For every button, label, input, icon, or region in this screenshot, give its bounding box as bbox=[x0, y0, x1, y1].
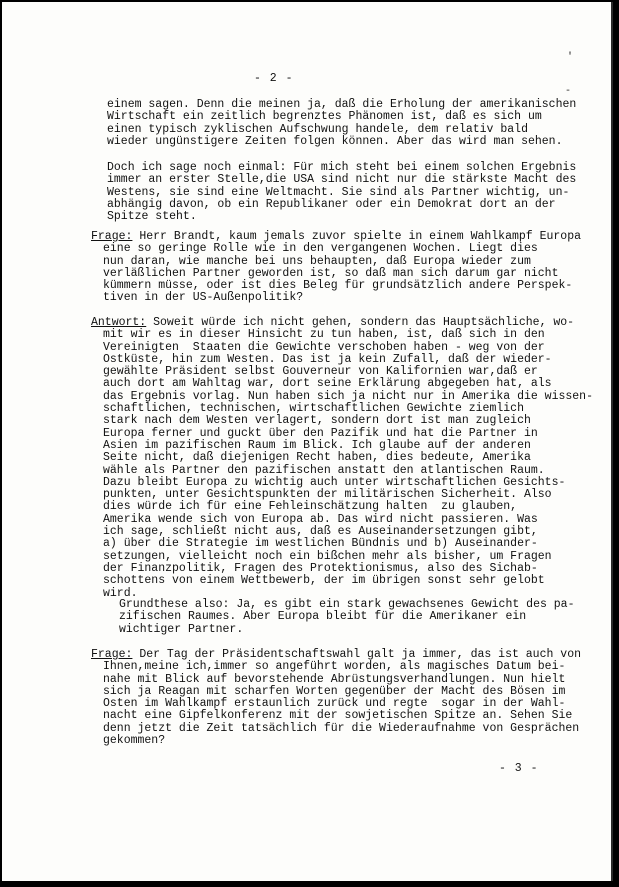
line-text: immer an erster Stelle,die USA sind nicht nur die stärkste Macht des bbox=[107, 173, 577, 187]
line-text: nacht eine Gipfelkonferenz mit der sowjetischen Spitze an. Sehen Sie bbox=[103, 709, 573, 723]
paragraph-usa-world-power bbox=[107, 162, 576, 223]
line-text: verläßlichen Partner geworden ist, so daß man sich darum gar nicht bbox=[103, 266, 559, 280]
speaker-label: Antwort: bbox=[91, 316, 147, 329]
paragraph-grundthese bbox=[119, 599, 574, 636]
line-text: einen typisch zyklischen Aufschwung handele, dem relativ bald bbox=[107, 122, 528, 136]
line-text: eine so geringe Rolle wie in den vergangenen Wochen. Liegt dies bbox=[103, 242, 538, 256]
line-text: stark nach dem Westen verlagert, sondern dort ist man zugleich bbox=[103, 414, 531, 428]
line-text: tiven in der US-Außenpolitik? bbox=[103, 291, 304, 305]
line-text: kümmern müsse, oder ist dies Beleg für grundsätzlich andere Perspek- bbox=[103, 279, 573, 293]
line-text: wähle als Partner den pazifischen anstatt den atlantischen Raum. bbox=[103, 463, 545, 477]
line-text: gekommen? bbox=[103, 734, 166, 748]
line-text: mit wir es in dieser Hinsicht zu tun haben, ist, daß sich in den bbox=[103, 328, 545, 342]
line-text: nun daran, wie manche bei uns behaupten, daß Europa wieder zum bbox=[103, 254, 531, 268]
line-text: nahe mit Blick auf bevorstehende Abrüstungsverhandlungen. Nun hielt bbox=[103, 672, 566, 686]
question-election-day bbox=[91, 649, 581, 747]
line-text: Der Tag der Präsidentschaftswahl galt ja immer, das ist auch von bbox=[132, 648, 581, 661]
line-text: schottens von einem Wettbewerb, der im übrigen sonst sehr gelobt bbox=[103, 574, 545, 588]
line-text: Grundthese also: Ja, es gibt ein stark gewachsenes Gewicht des pa- bbox=[119, 598, 575, 611]
line-text: setzungen, vielleicht noch ein bißchen mehr als bisher, um Fragen bbox=[103, 549, 552, 563]
line-text: gewählte Präsident selbst Gouverneur von Kalifornien war,daß er bbox=[103, 365, 538, 379]
line-text: der Finanzpolitik, Fragen des Protektionismus, also des Sichab- bbox=[103, 561, 538, 575]
line-text: Europa ferner und guckt über den Pazifik und hat die Partner in bbox=[103, 426, 538, 440]
line-text: wichtiger Partner. bbox=[119, 622, 244, 636]
document-page bbox=[2, 2, 613, 881]
next-page-marker: - 3 - bbox=[499, 762, 539, 775]
text-line bbox=[107, 136, 576, 148]
line-text: Westens, sie sind eine Weltmacht. Sie sind als Partner wichtig, un- bbox=[107, 185, 570, 199]
page-number: - 2 - bbox=[254, 72, 294, 85]
line-text: Asien im pazifischen Raum im Blick. Ich glaube auf der anderen bbox=[103, 438, 531, 452]
line-text: Soweit würde ich nicht gehen, sondern das Hauptsächliche, wo- bbox=[146, 316, 575, 329]
text-line bbox=[91, 292, 581, 304]
line-text: Seite nicht, daß diejenigen Recht haben, dies bedeute, Amerika bbox=[103, 451, 531, 465]
line-text: punkten, unter Gesichtspunkten der militärischen Sicherheit. Also bbox=[103, 488, 552, 502]
line-text: Amerika wende sich von Europa ab. Das wird nicht passieren. Was bbox=[103, 512, 538, 526]
corner-mark: ' bbox=[566, 52, 573, 63]
question-europe bbox=[91, 231, 581, 305]
line-text: Doch ich sage noch einmal: Für mich steht bei einem solchen Ergebnis bbox=[107, 161, 577, 174]
text-line bbox=[91, 575, 593, 587]
line-text: einem sagen. Denn die meinen ja, daß die Erholung der amerikanischen bbox=[107, 98, 577, 111]
line-text: Spitze steht. bbox=[107, 210, 197, 224]
line-text: Wirtschaft ein zeitlich begrenztes Phänomen ist, daß es sich um bbox=[107, 110, 542, 124]
line-text: a) über die Strategie im westlichen Bündnis und b) Auseinander- bbox=[103, 537, 538, 551]
line-text: Osten im Wahlkampf erstaunlich zurück und regte sogar in der Wahl- bbox=[103, 697, 566, 711]
line-text: Ostküste, hin zum Westen. Das ist ja kein Zufall, daß der wieder- bbox=[103, 352, 552, 366]
speaker-label: Frage: bbox=[91, 230, 133, 243]
edge-mark: - bbox=[564, 86, 571, 97]
line-text: wird. bbox=[103, 586, 138, 600]
line-text: ich sage, schließt nicht aus, daß es Auseinandersetzungen gibt, bbox=[103, 525, 538, 539]
line-text: schaftlichen, technischen, wirtschaftlichen Gewichte ziemlich bbox=[103, 402, 524, 416]
line-text: Dazu bleibt Europa zu wichtig auch unter wirtschaftlichen Gesichts- bbox=[103, 475, 566, 489]
paragraph-economy bbox=[107, 99, 576, 148]
answer-west-shift bbox=[91, 317, 593, 600]
line-text: denn jetzt die Zeit tatsächlich für die Wiederaufnahme von Gesprächen bbox=[103, 721, 580, 735]
text-line bbox=[107, 211, 576, 223]
text-line bbox=[119, 624, 574, 636]
line-text: auch dort am Wahltag war, dort seine Erklärung abgegeben hat, als bbox=[103, 377, 552, 391]
text-line bbox=[91, 735, 581, 747]
line-text: dies würde ich für eine Fehleinschätzung halten zu glauben, bbox=[103, 500, 518, 514]
line-text: das Ergebnis vorlag. Nun haben sich ja nicht nur in Amerika die wissen- bbox=[103, 389, 593, 403]
line-text: zifischen Raumes. Aber Europa bleibt für die Amerikaner ein bbox=[119, 610, 527, 624]
speaker-label: Frage: bbox=[91, 648, 133, 661]
line-text: Ihnen,meine ich,immer so angeführt worden, als magisches Datum bei- bbox=[103, 660, 566, 674]
line-text: Herr Brandt, kaum jemals zuvor spielte in einem Wahlkampf Europa bbox=[132, 230, 581, 243]
line-text: wieder ungünstigere Zeiten folgen können. Aber das wird man sehen. bbox=[107, 134, 563, 148]
line-text: Vereinigten Staaten die Gewichte verschoben haben - weg von der bbox=[103, 340, 545, 354]
line-text: abhängig davon, ob ein Republikaner oder ein Demokrat dort an der bbox=[107, 197, 556, 211]
line-text: sich ja Reagan mit scharfen Worten gegenüber der Macht des Bösen im bbox=[103, 684, 566, 698]
